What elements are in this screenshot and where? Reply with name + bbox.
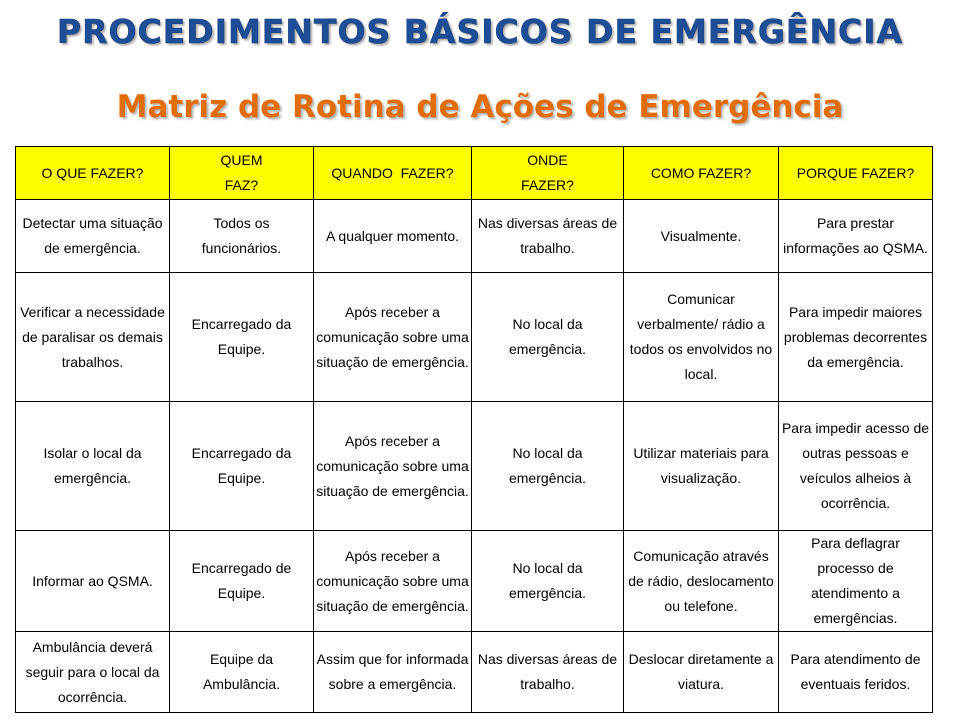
cell-what: Detectar uma situação de emergência. [16, 200, 170, 273]
emergency-actions-matrix [15, 146, 933, 713]
table-row [16, 531, 933, 632]
table-row [16, 402, 933, 531]
cell-when: Assim que for informada sobre a emergência. [314, 632, 472, 713]
cell-why: Para prestar informações ao QSMA. [779, 200, 933, 273]
cell-when: A qualquer momento. [314, 200, 472, 273]
cell-when: Após receber a comunicação sobre uma situação de emergência. [314, 273, 472, 402]
header-what: O QUE FAZER? [16, 147, 170, 200]
cell-where: Nas diversas áreas de trabalho. [472, 200, 624, 273]
cell-what: Isolar o local da emergência. [16, 402, 170, 531]
header-why: PORQUE FAZER? [779, 147, 933, 200]
cell-where: No local da emergência. [472, 531, 624, 632]
cell-where: No local da emergência. [472, 273, 624, 402]
table-row [16, 273, 933, 402]
cell-how: Comunicação através de rádio, deslocamento ou telefone. [624, 531, 779, 632]
cell-how: Deslocar diretamente a viatura. [624, 632, 779, 713]
cell-why: Para atendimento de eventuais feridos. [779, 632, 933, 713]
cell-how: Visualmente. [624, 200, 779, 273]
header-when: QUANDO FAZER? [314, 147, 472, 200]
header-how: COMO FAZER? [624, 147, 779, 200]
cell-who: Todos os funcionários. [170, 200, 314, 273]
header-who: QUEM FAZ? [170, 147, 314, 200]
table-row [16, 632, 933, 713]
page-subtitle: Matriz de Rotina de Ações de Emergência [116, 89, 844, 125]
cell-why: Para impedir acesso de outras pessoas e veículos alheios à ocorrência. [779, 402, 933, 531]
cell-who: Equipe da Ambulância. [170, 632, 314, 713]
cell-why: Para impedir maiores problemas decorrentes da emergência. [779, 273, 933, 402]
cell-what: Informar ao QSMA. [16, 531, 170, 632]
cell-when: Após receber a comunicação sobre uma situação de emergência. [314, 402, 472, 531]
header-where: ONDE FAZER? [472, 147, 624, 200]
cell-where: Nas diversas áreas de trabalho. [472, 632, 624, 713]
table-row [16, 200, 933, 273]
cell-how: Utilizar materiais para visualização. [624, 402, 779, 531]
cell-what: Ambulância deverá seguir para o local da ocorrência. [16, 632, 170, 713]
cell-who: Encarregado da Equipe. [170, 273, 314, 402]
cell-how: Comunicar verbalmente/ rádio a todos os envolvidos no local. [624, 273, 779, 402]
cell-who: Encarregado da Equipe. [170, 402, 314, 531]
cell-when: Após receber a comunicação sobre uma situação de emergência. [314, 531, 472, 632]
cell-where: No local da emergência. [472, 402, 624, 531]
page-title: PROCEDIMENTOS BÁSICOS DE EMERGÊNCIA [56, 12, 904, 51]
cell-who: Encarregado de Equipe. [170, 531, 314, 632]
cell-what: Verificar a necessidade de paralisar os demais trabalhos. [16, 273, 170, 402]
header-row [16, 147, 933, 200]
cell-why: Para deflagrar processo de atendimento a emergências. [779, 531, 933, 632]
